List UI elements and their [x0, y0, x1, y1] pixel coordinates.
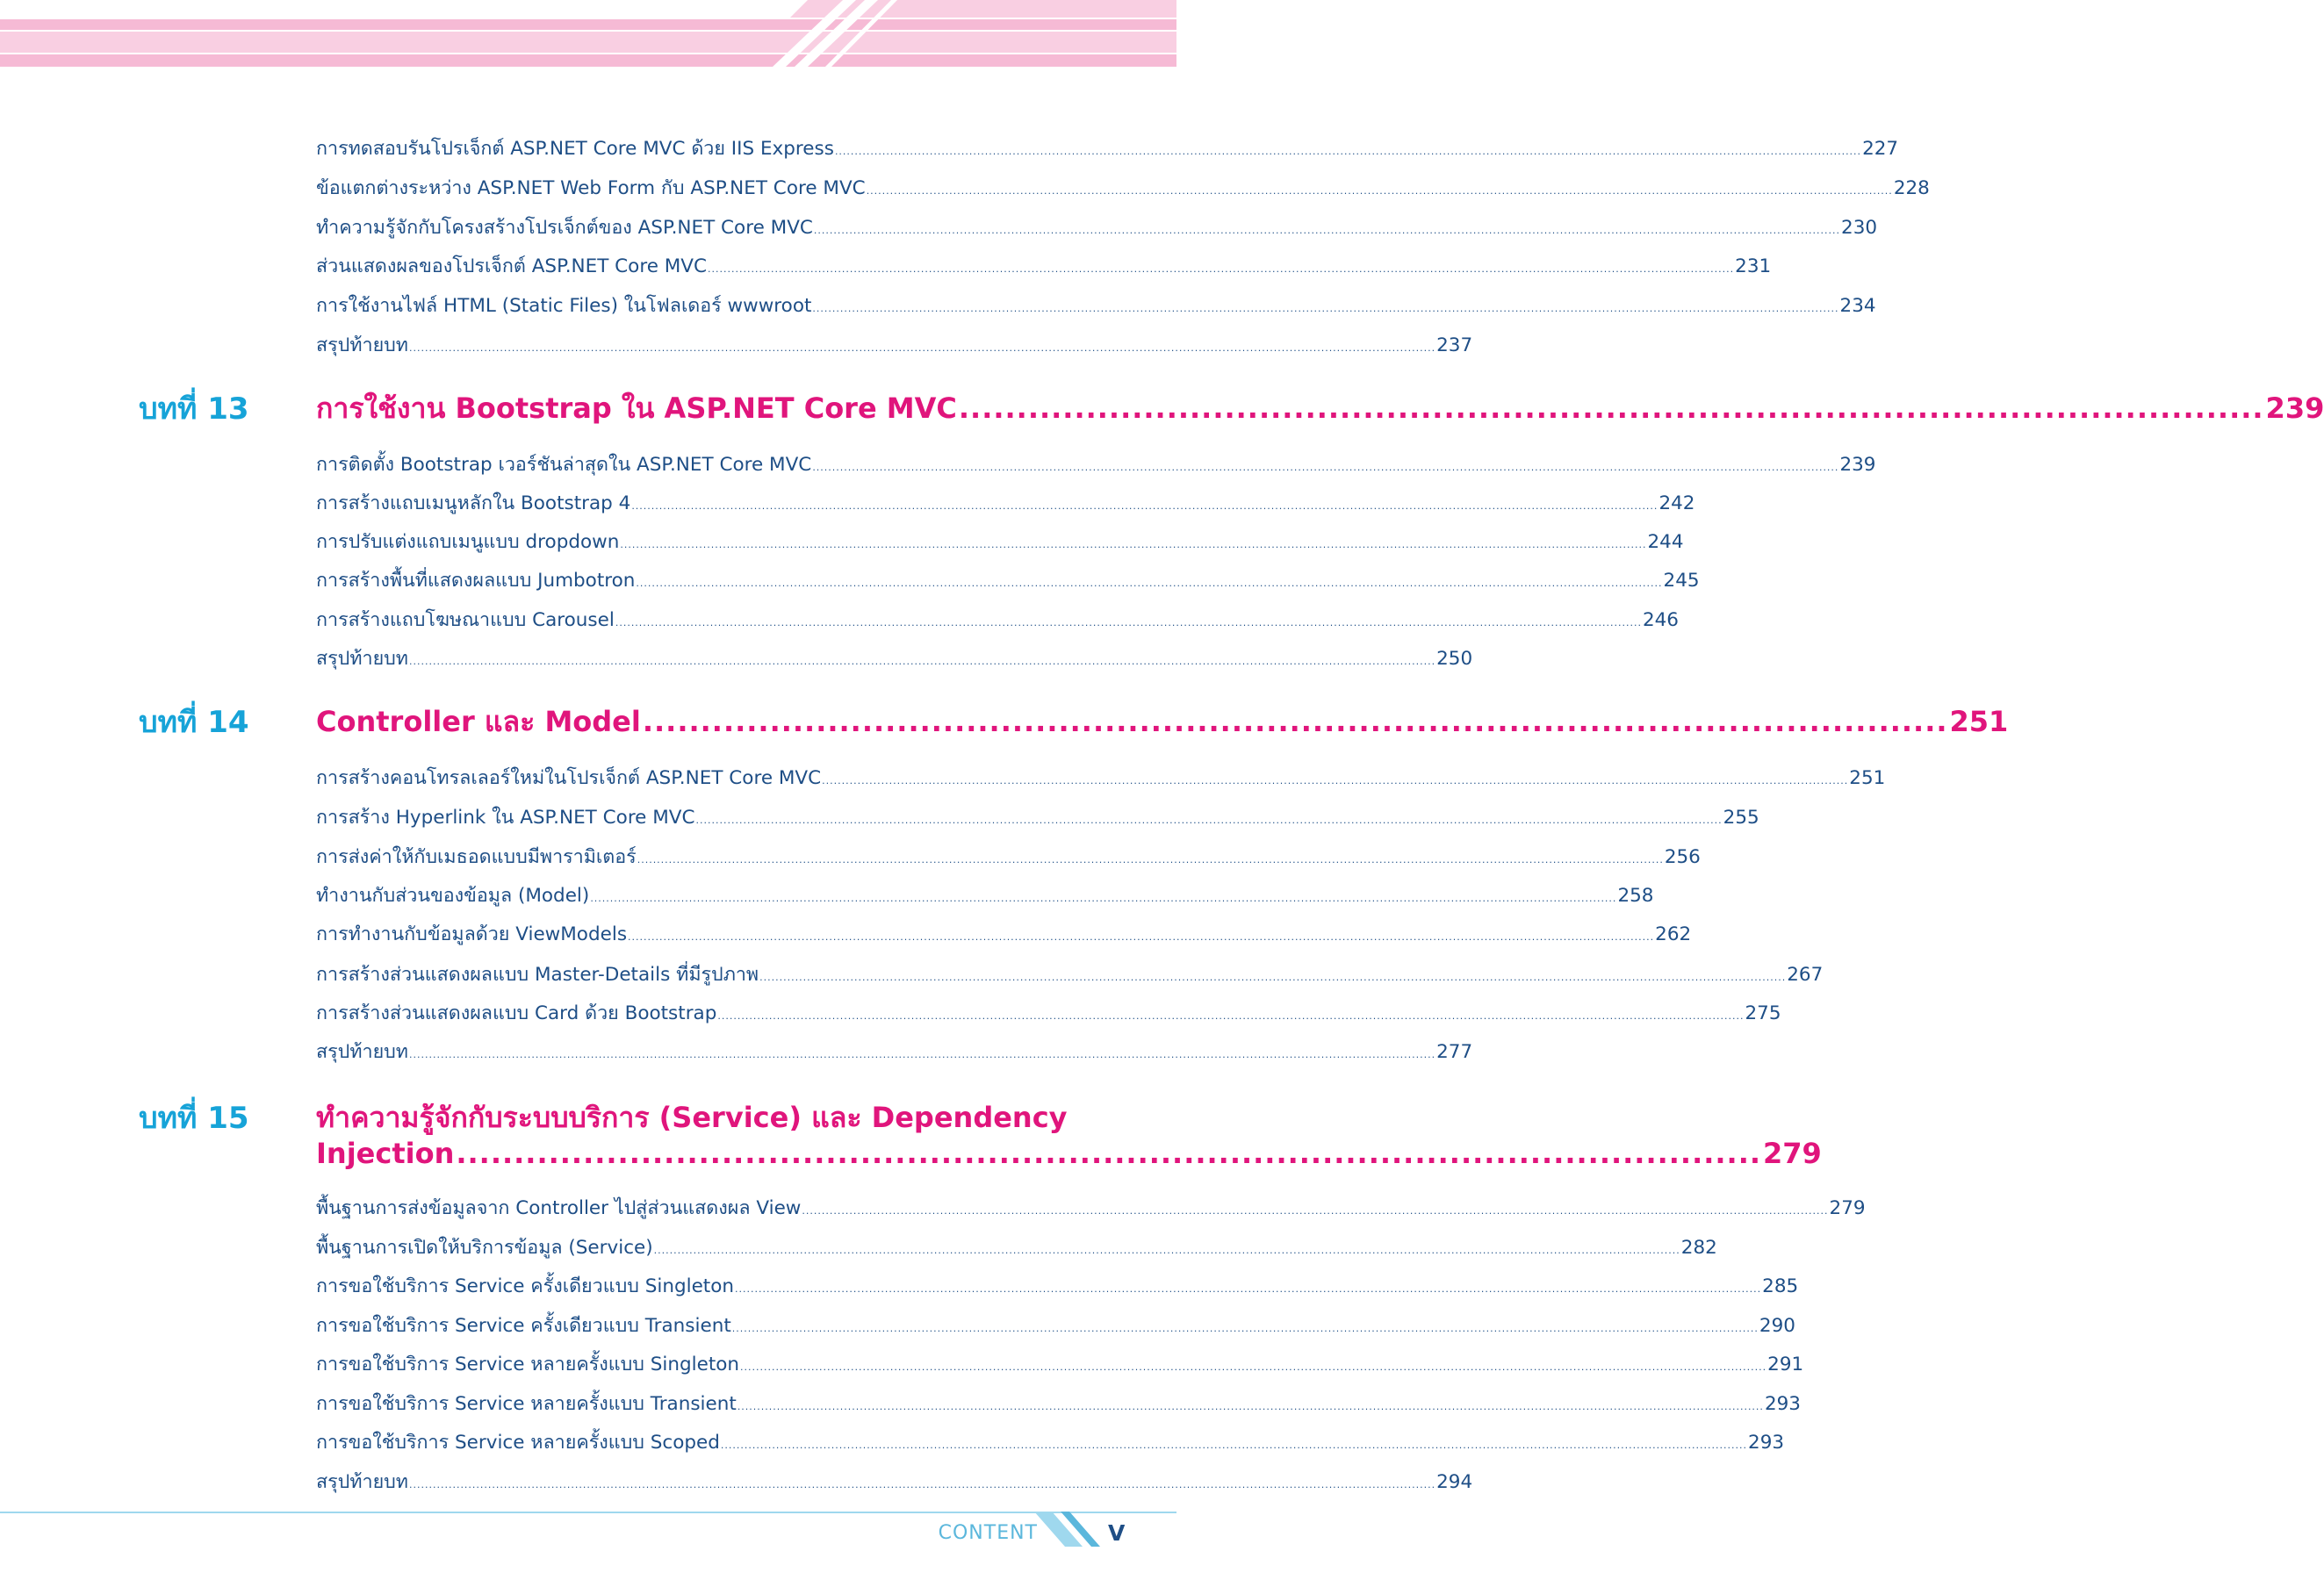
toc-entry[interactable] — [316, 1191, 1866, 1226]
toc-entry[interactable] — [316, 564, 1700, 599]
toc-entry-page: 262 — [1655, 923, 1692, 945]
chapter-15-label: บทที่ 15 — [139, 1101, 249, 1136]
toc-entry-title: ทำความรู้จักกับโครงสร้างโปรเจ็กต์ของ ASP.NET Core MVC — [316, 217, 813, 239]
toc-entry-page: 293 — [1748, 1432, 1785, 1454]
toc-entry-page: 227 — [1862, 138, 1899, 160]
toc-entry-page: 228 — [1893, 177, 1930, 199]
toc-entry[interactable] — [316, 1426, 1785, 1461]
dot-leader: .................................................................................................................................................................................................................................................................... — [637, 854, 1664, 865]
toc-entry[interactable] — [316, 1465, 1473, 1500]
toc-entry-page: 275 — [1745, 1002, 1781, 1024]
toc-entry-title: สรุปท้ายบท — [316, 1041, 408, 1063]
toc-entry[interactable] — [316, 801, 1759, 836]
dot-leader: .................................................................................................................................................................................................................................................................... — [740, 1361, 1767, 1373]
toc-entry[interactable] — [316, 642, 1473, 677]
toc-entry-title: การทำงานกับข้อมูลด้วย ViewModels — [316, 923, 628, 945]
toc-entry-page: 256 — [1664, 846, 1701, 868]
toc-entry-title: การสร้างพื้นที่แสดงผลแบบ Jumbotron — [316, 570, 636, 592]
toc-entry-title: การสร้างแถบเมนูหลักใน Bootstrap 4 — [316, 492, 631, 514]
toc-entry-title: ข้อแตกต่างระหว่าง ASP.NET Web Form กับ ASP.NET Core MVC — [316, 177, 866, 199]
dot-leader: .................................................................................................................................................................................................................................................................... — [812, 303, 1839, 314]
dot-leader: ................................................................................................................. — [958, 391, 2264, 425]
toc-entry[interactable] — [316, 1035, 1473, 1070]
toc-entry[interactable] — [316, 1347, 1804, 1382]
toc-entry-page: 245 — [1663, 570, 1700, 592]
chapter-14-title: Controller และ Model — [316, 705, 641, 738]
toc-entry-page: 242 — [1658, 492, 1695, 514]
toc-entry[interactable] — [316, 879, 1654, 914]
dot-leader: .................................................................................................................................................................................................................................................................... — [590, 893, 1617, 904]
footer-rule — [0, 1512, 1176, 1513]
toc-entry-title: ทำงานกับส่วนของข้อมูล (Model) — [316, 885, 590, 907]
dot-leader: .................................................................................................................................................................................................................................................................... — [636, 578, 1663, 589]
chapter-13-title: การใช้งาน Bootstrap ใน ASP.NET Core MVC — [316, 391, 957, 425]
toc-entry-title: พื้นฐานการเปิดให้บริการข้อมูล (Service) — [316, 1237, 653, 1259]
chapter-13-label: บทที่ 13 — [139, 391, 249, 427]
toc-entry-title: การขอใช้บริการ Service หลายครั้งแบบ Transient — [316, 1393, 737, 1415]
toc-entry-page: 255 — [1723, 807, 1759, 829]
toc-entry[interactable] — [316, 761, 1886, 796]
dot-leader: .................................................................................................................................................................................................................................................................... — [408, 656, 1436, 667]
dot-leader: .................................................................................................................................................................................................................................................................... — [708, 263, 1735, 275]
footer-page-number: V — [1108, 1520, 1126, 1546]
toc-entry-page: 282 — [1680, 1237, 1717, 1259]
toc-entry[interactable] — [316, 603, 1679, 638]
toc-entry-title: การติดตั้ง Bootstrap เวอร์ชันล่าสุดใน ASP.NET Core MVC — [316, 454, 812, 476]
toc-entry-title: การทดสอบรันโปรเจ็กต์ ASP.NET Core MVC ด้วย IIS Express — [316, 138, 834, 160]
chapter-15-page: 279 — [1763, 1137, 1822, 1170]
dot-leader: .................................................................................................................................................................................................................................................................... — [408, 1479, 1436, 1490]
toc-entry[interactable] — [316, 486, 1695, 521]
dot-leader: .................................................................................................................................................................................................................................................................... — [802, 1205, 1829, 1217]
toc-entry[interactable] — [316, 448, 1876, 483]
toc-entry-title: พื้นฐานการส่งข้อมูลจาก Controller ไปสู่ส่วนแสดงผล View — [316, 1197, 802, 1219]
toc-entry-page: 230 — [1841, 217, 1878, 239]
toc-entry-page: 267 — [1787, 964, 1824, 986]
toc-entry-title: การสร้างส่วนแสดงผลแบบ Card ด้วย Bootstrap — [316, 1002, 717, 1024]
toc-entry-title: การสร้างคอนโทรลเลอร์ใหม่ในโปรเจ็กต์ ASP.NET Core MVC — [316, 767, 822, 789]
dot-leader: .................................................................................................................................................................................................................................................................... — [737, 1401, 1764, 1412]
toc-entry[interactable] — [316, 840, 1701, 875]
toc-entry-title: สรุปท้ายบท — [316, 1471, 408, 1493]
toc-entry-page: 231 — [1735, 255, 1772, 277]
dot-leader: .................................................................................................................................................................................................................................................................... — [615, 617, 1642, 628]
toc-entry-title: การส่งค่าให้กับเมธอดแบบมีพารามิเตอร์ — [316, 846, 637, 868]
chapter-15-heading[interactable] — [316, 1100, 1822, 1172]
toc-entry-page: 294 — [1436, 1471, 1473, 1493]
toc-entry[interactable] — [316, 1309, 1795, 1344]
toc-entry[interactable] — [316, 1387, 1801, 1422]
dot-leader: .................................................................................................................................................................................................................................................................... — [628, 931, 1655, 943]
toc-entry-title: การสร้างแถบโฆษณาแบบ Carousel — [316, 609, 615, 631]
toc-entry-title: สรุปท้ายบท — [316, 334, 408, 356]
chapter-14-label: บทที่ 14 — [139, 705, 249, 740]
dot-leader: .................................................................................................................................................................................................................................................................... — [408, 342, 1436, 354]
dot-leader: .................................................................................................................................................................................................................................................................... — [653, 1245, 1680, 1256]
chapter-14-page: 251 — [1949, 705, 2009, 738]
chapter-13-heading[interactable] — [316, 391, 2324, 427]
toc-entry[interactable] — [316, 249, 1772, 284]
toc-entry-page: 293 — [1764, 1393, 1801, 1415]
header-band — [0, 0, 1176, 70]
toc-entry-page: 258 — [1617, 885, 1654, 907]
chapter-14-heading[interactable] — [316, 704, 2009, 740]
dot-leader: .................................................................................................................................................................................................................................................................... — [735, 1283, 1762, 1295]
toc-entry-page: 246 — [1642, 609, 1679, 631]
toc-entry-title: การขอใช้บริการ Service ครั้งเดียวแบบ Singleton — [316, 1275, 735, 1297]
toc-entry[interactable] — [316, 211, 1878, 246]
chapter-13-page: 239 — [2265, 391, 2324, 425]
toc-entry-page: 290 — [1759, 1315, 1795, 1337]
dot-leader: .................................................................................................................................................................................................................................................................... — [408, 1049, 1436, 1060]
toc-entry[interactable] — [316, 132, 1899, 167]
toc-entry-page: 239 — [1839, 454, 1876, 476]
footer-chevron-decoration — [1034, 1512, 1113, 1555]
toc-entry-page: 279 — [1829, 1197, 1866, 1219]
toc-entry[interactable] — [316, 1231, 1717, 1266]
dot-leader: .................................................................................................................................................................................................................................................................... — [834, 146, 1862, 157]
toc-entry-title: ส่วนแสดงผลของโปรเจ็กต์ ASP.NET Core MVC — [316, 255, 708, 277]
toc-entry-title: การขอใช้บริการ Service หลายครั้งแบบ Singleton — [316, 1354, 740, 1375]
footer-label: CONTENT — [938, 1522, 1038, 1544]
dot-leader: .................................................................................................................................................................................................................................................................... — [813, 225, 1841, 236]
toc-entry-title: การใช้งานไฟล์ HTML (Static Files) ในโฟลเดอร์ wwwroot — [316, 295, 812, 317]
toc-entry-page: 285 — [1762, 1275, 1799, 1297]
toc-entry[interactable] — [316, 958, 1824, 993]
toc-entry-title: สรุปท้ายบท — [316, 648, 408, 670]
toc-entry-title: การขอใช้บริการ Service หลายครั้งแบบ Scoped — [316, 1432, 720, 1454]
dot-leader: .................................................................................................................................................................................................................................................................... — [695, 815, 1723, 826]
toc-entry-title: การสร้างส่วนแสดงผลแบบ Master-Details ที่มีรูปภาพ — [316, 964, 759, 986]
dot-leader: .................................................................................................................................................................................................................................................................... — [631, 500, 1658, 512]
dot-leader: .................................................................................................................................................................................................................................................................... — [720, 1440, 1748, 1451]
toc-entry[interactable] — [316, 996, 1781, 1031]
toc-entry-page: 277 — [1436, 1041, 1473, 1063]
dot-leader: ................................................................................................................. — [642, 705, 1948, 738]
toc-entry-page: 234 — [1839, 295, 1876, 317]
toc-entry-page: 250 — [1436, 648, 1473, 670]
toc-entry[interactable] — [316, 289, 1876, 324]
dot-leader: ................................................................................................................. — [456, 1137, 1762, 1170]
toc-entry[interactable] — [316, 328, 1473, 363]
chapter-15-title-line-1: ทำความรู้จักกับระบบบริการ (Service) และ Dependency — [316, 1101, 1068, 1134]
toc-entry-page: 237 — [1436, 334, 1473, 356]
toc-entry-page: 291 — [1767, 1354, 1804, 1375]
toc-entry-title: การปรับแต่งแถบเมนูแบบ dropdown — [316, 531, 620, 553]
dot-leader: .................................................................................................................................................................................................................................................................... — [717, 1010, 1745, 1022]
toc-entry[interactable] — [316, 1269, 1799, 1304]
dot-leader: .................................................................................................................................................................................................................................................................... — [822, 775, 1849, 786]
toc-entry-page: 244 — [1647, 531, 1684, 553]
dot-leader: .................................................................................................................................................................................................................................................................... — [731, 1323, 1759, 1334]
toc-entry-page: 251 — [1849, 767, 1886, 789]
dot-leader: .................................................................................................................................................................................................................................................................... — [620, 539, 1647, 550]
toc-entry[interactable] — [316, 525, 1684, 560]
toc-entry[interactable] — [316, 917, 1692, 952]
chapter-15-title-line-2: Injection — [316, 1137, 455, 1170]
toc-entry-title: การสร้าง Hyperlink ใน ASP.NET Core MVC — [316, 807, 695, 829]
dot-leader: .................................................................................................................................................................................................................................................................... — [866, 185, 1893, 197]
dot-leader: .................................................................................................................................................................................................................................................................... — [759, 972, 1787, 983]
dot-leader: .................................................................................................................................................................................................................................................................... — [812, 462, 1839, 473]
toc-entry-title: การขอใช้บริการ Service ครั้งเดียวแบบ Transient — [316, 1315, 731, 1337]
toc-entry[interactable] — [316, 171, 1930, 206]
